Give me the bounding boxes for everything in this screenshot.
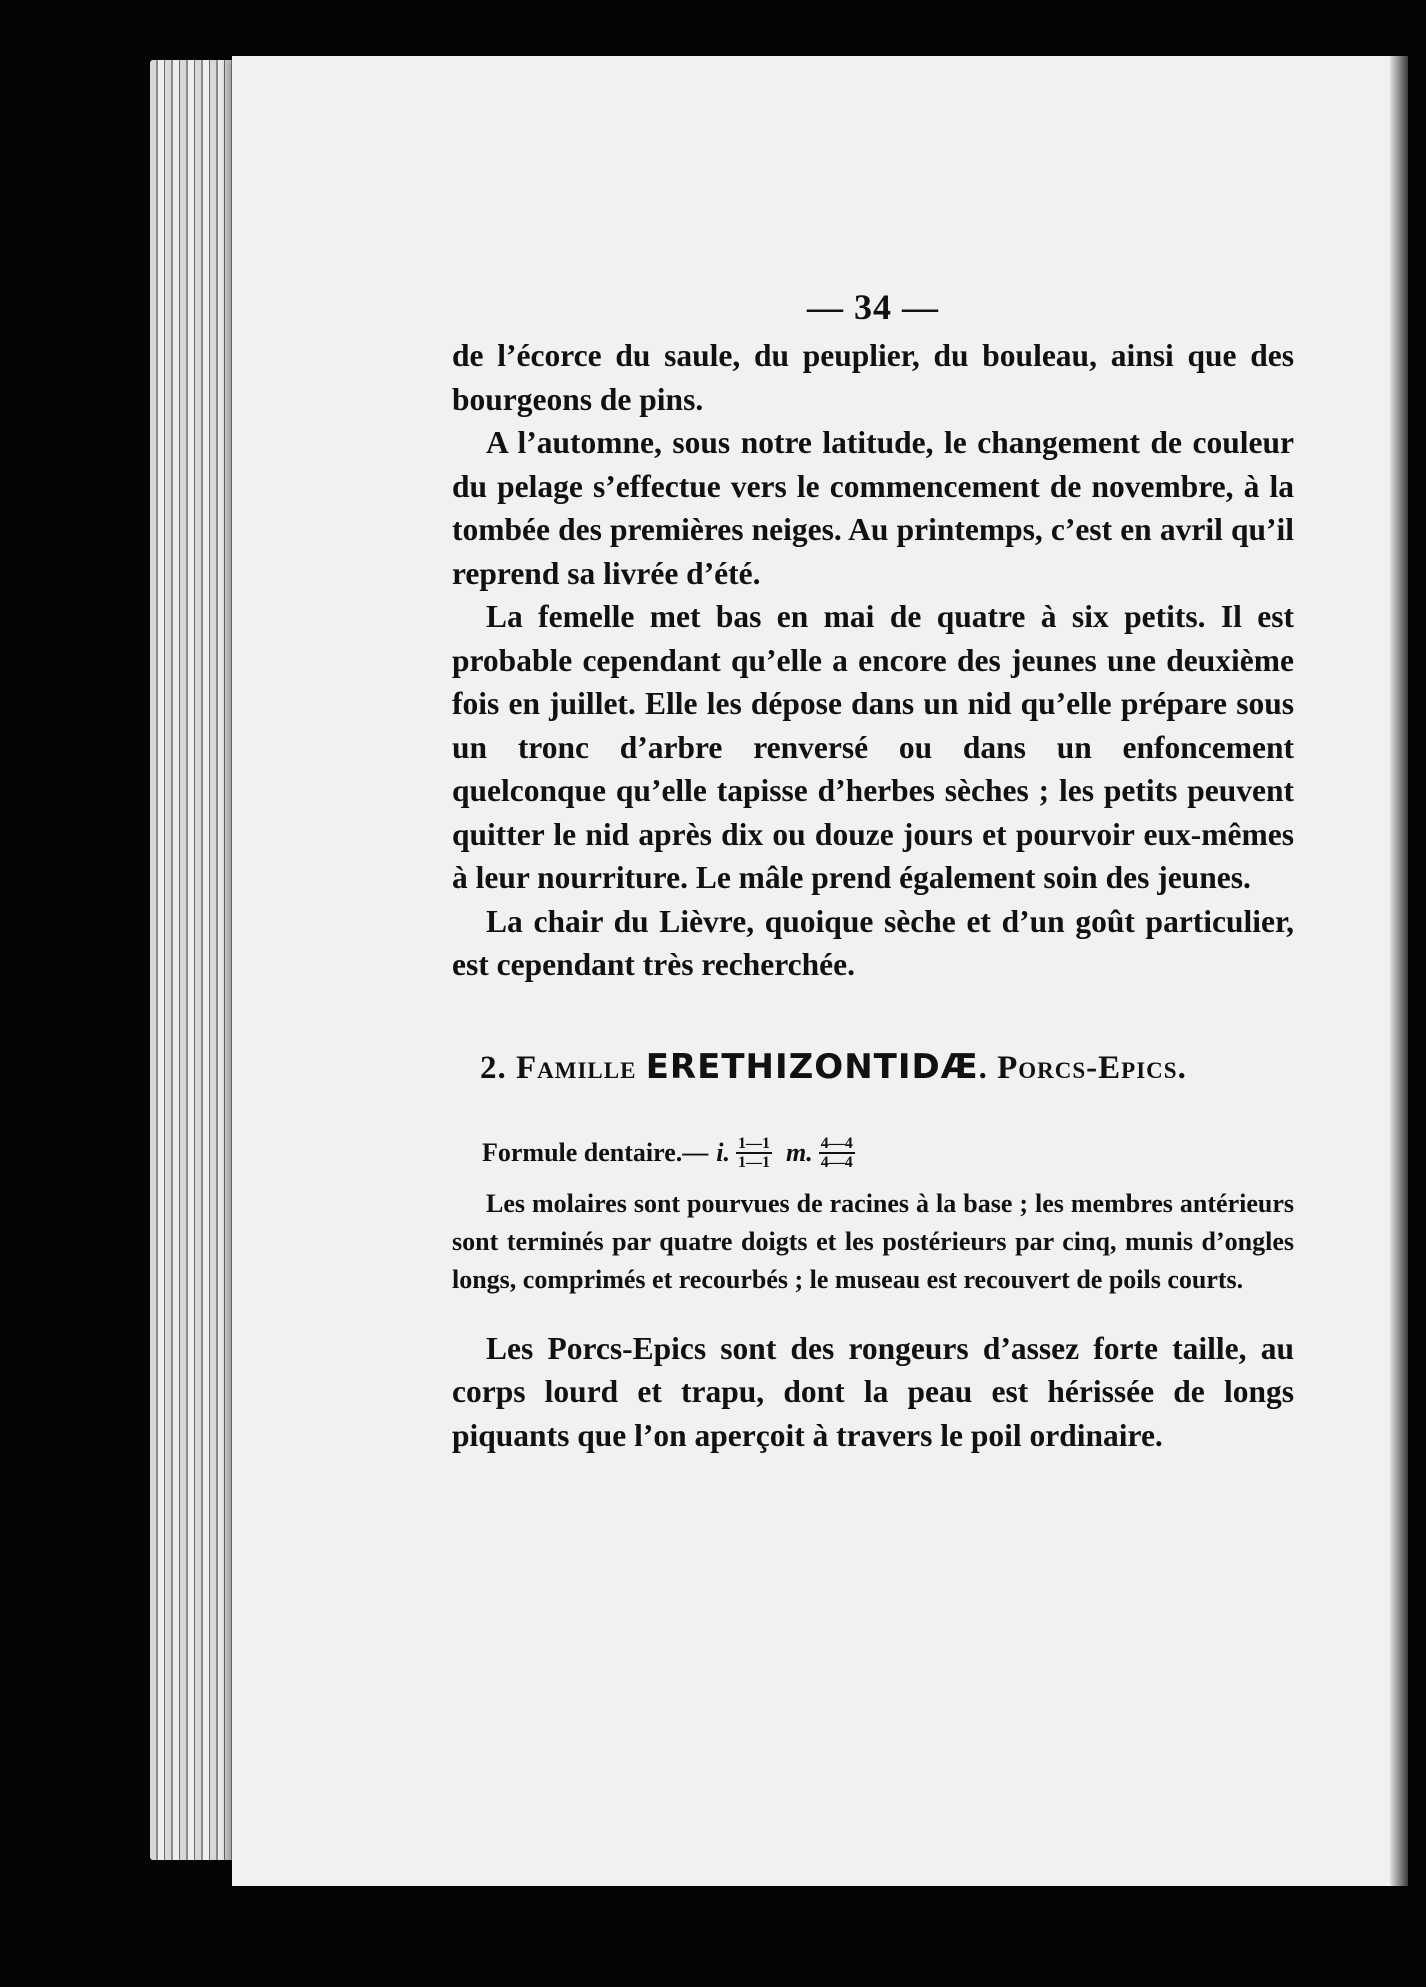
dental-formula <box>482 1127 1294 1179</box>
page-content <box>452 286 1294 1457</box>
paragraph: de l’écorce du saule, du peuplier, du bouleau, ainsi que des bourgeons de pins. <box>452 338 1294 417</box>
section-separator: . <box>978 1049 988 1086</box>
incisor-numerator: 1—1 <box>738 1134 770 1152</box>
incisor-fraction <box>736 1135 772 1171</box>
paragraph: La chair du Lièvre, quoique sèche et d’un goût particulier, est cependant très recherchée. <box>452 903 1294 982</box>
section-heading <box>480 1047 1294 1087</box>
section-number: 2. <box>480 1049 507 1086</box>
paragraph: La femelle met bas en mai de quatre à six petits. Il est probable cependant qu’elle a encore des jeunes une deuxième fois en juillet. Elle les dépose dans un nid qu’elle prépare sous un tronc d’arbre renversé ou dans un enfoncement quelconque qu’elle tapisse d’herbes sèches ; les petits peuvent quitter le nid après dix ou douze jours et pourvoir eux-mêmes à leur nourriture. Le mâle prend également soin des jeunes. <box>452 599 1294 895</box>
family-description: Les molaires sont pourvues de racines à la base ; les membres antérieurs sont terminés par quatre doigts et les postérieurs par cinq, munis d’ongles longs, comprimés et recourbés ; le museau est recouvert de poils courts. <box>452 1188 1294 1294</box>
molar-symbol: m. <box>786 1137 813 1167</box>
family-name: ERETHIZONTIDÆ <box>645 1046 979 1087</box>
molar-numerator: 4—4 <box>820 1134 853 1152</box>
formula-label: Formule dentaire.— <box>482 1137 709 1167</box>
paragraph: A l’automne, sous notre latitude, le changement de couleur du pelage s’effectue vers le commencement de novembre, à la tombée des premières neiges. Au printemps, c’est en avril qu’il reprend sa livrée d’été. <box>452 425 1294 591</box>
book-page <box>232 56 1408 1886</box>
page-number: — 34 — <box>807 287 939 327</box>
incisor-symbol: i. <box>716 1137 730 1167</box>
page-edge-shadow <box>1390 56 1408 1886</box>
common-name: Porcs-Epics. <box>997 1049 1187 1086</box>
molar-fraction <box>819 1135 855 1171</box>
molar-denominator: 4—4 <box>820 1153 853 1171</box>
paragraph: Les Porcs-Epics sont des rongeurs d’assez forte taille, au corps lourd et trapu, dont la peau est hérissée de longs piquants que l’on aperçoit à travers le poil ordinaire. <box>452 1330 1294 1453</box>
section-label: Famille <box>516 1049 637 1086</box>
incisor-denominator: 1—1 <box>738 1153 770 1171</box>
